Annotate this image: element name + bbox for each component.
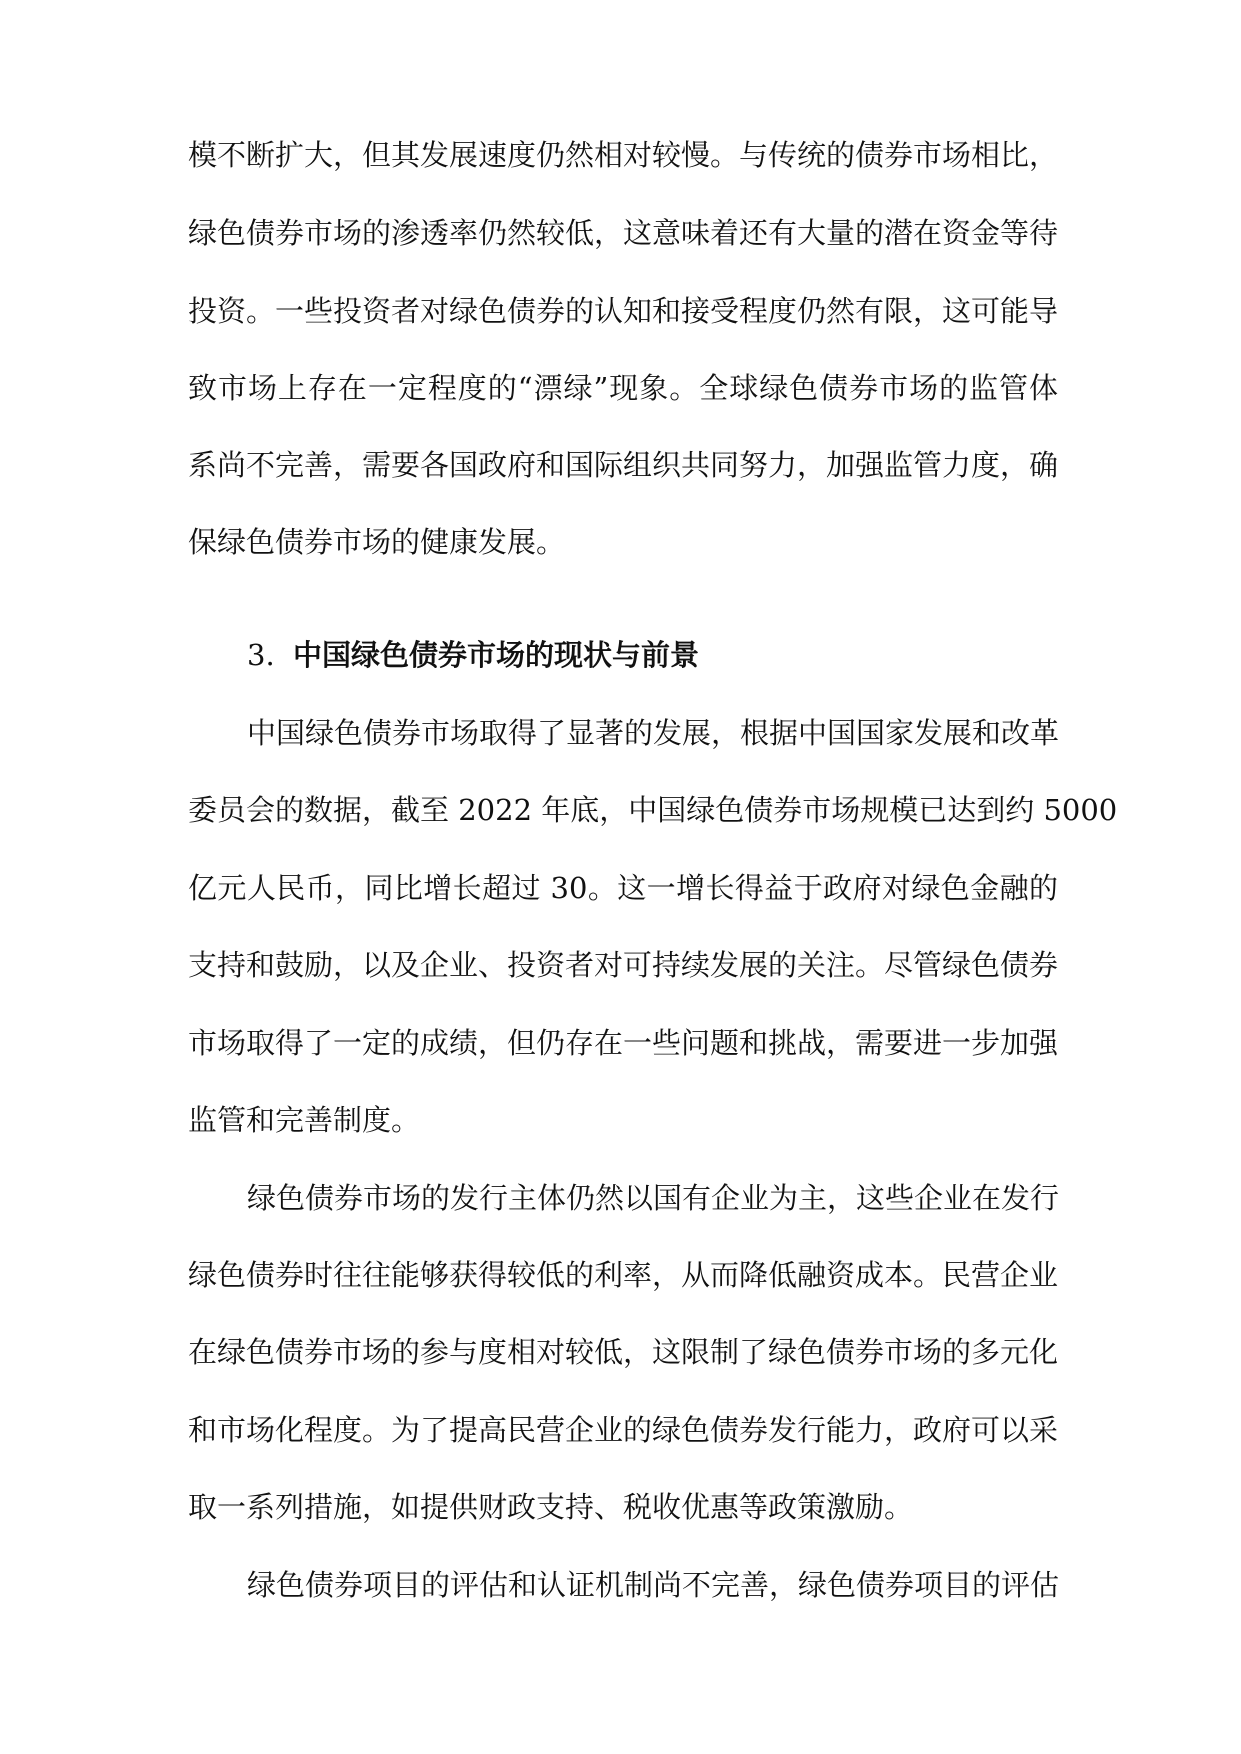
paragraph-1-line-3: 投资。一些投资者对绿色债券的认知和接受程度仍然有限，这可能导: [188, 294, 1059, 328]
paragraph-2-line-5: 市场取得了一定的成绩，但仍存在一些问题和挑战，需要进一步加强: [188, 1026, 1059, 1060]
paragraph-3-line-3: 在绿色债券市场的参与度相对较低，这限制了绿色债券市场的多元化: [188, 1335, 1059, 1369]
section-heading: [247, 633, 699, 677]
paragraph-2-line-3: 亿元人民币，同比增长超过 30。这一增长得益于政府对绿色金融的: [188, 871, 1058, 905]
paragraph-3-line-2: 绿色债券时往往能够获得较低的利率，从而降低融资成本。民营企业: [188, 1258, 1059, 1292]
paragraph-3-line-5: 取一系列措施，如提供财政支持、税收优惠等政策激励。: [188, 1490, 914, 1524]
section-number: 3.: [247, 638, 275, 672]
paragraph-1-line-2: 绿色债券市场的渗透率仍然较低，这意味着还有大量的潜在资金等待: [188, 216, 1059, 250]
paragraph-1-line-5: 系尚不完善，需要各国政府和国际组织共同努力，加强监管力度，确: [188, 448, 1059, 482]
paragraph-1-line-4: 致市场上存在一定程度的“漂绿”现象。全球绿色债券市场的监管体: [188, 371, 1058, 405]
paragraph-4-line-1: 绿色债券项目的评估和认证机制尚不完善，绿色债券项目的评估: [247, 1568, 1060, 1602]
paragraph-1-line-1: 模不断扩大，但其发展速度仍然相对较慢。与传统的债券市场相比，: [188, 138, 1059, 172]
paragraph-2-line-6: 监管和完善制度。: [188, 1103, 421, 1137]
paragraph-2-line-1: 中国绿色债券市场取得了显著的发展，根据中国国家发展和改革: [247, 716, 1060, 750]
paragraph-2-line-4: 支持和鼓励，以及企业、投资者对可持续发展的关注。尽管绿色债券: [188, 948, 1059, 982]
paragraph-3-line-4: 和市场化程度。为了提高民营企业的绿色债券发行能力，政府可以采: [188, 1413, 1059, 1447]
paragraph-2-line-2: 委员会的数据，截至 2022 年底，中国绿色债券市场规模已达到约 5000: [188, 793, 1118, 827]
paragraph-3-line-1: 绿色债券市场的发行主体仍然以国有企业为主，这些企业在发行: [247, 1181, 1060, 1215]
paragraph-1-line-6: 保绿色债券市场的健康发展。: [188, 525, 566, 559]
section-title: 中国绿色债券市场的现状与前景: [293, 638, 700, 672]
